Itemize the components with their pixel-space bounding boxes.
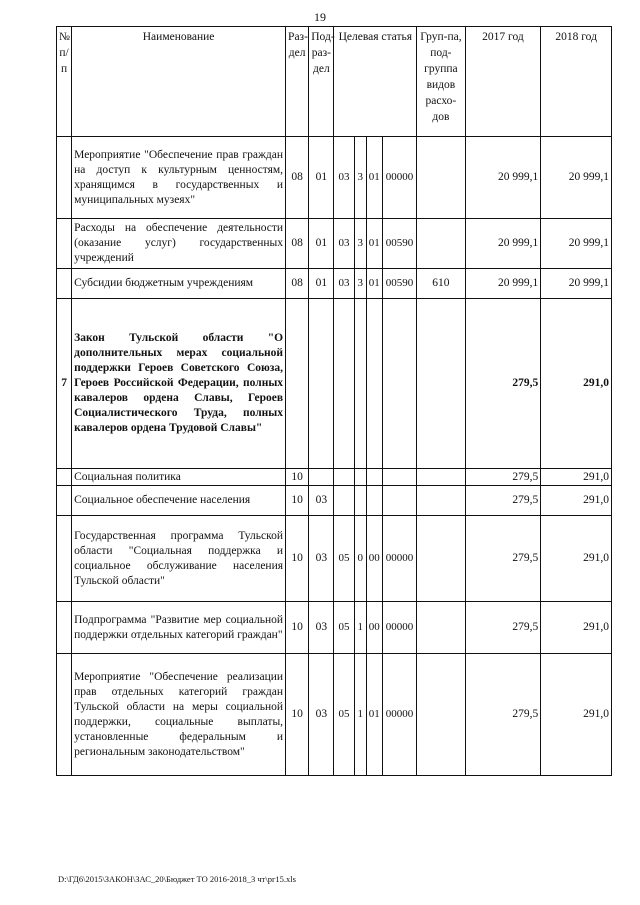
row-group <box>417 486 465 516</box>
row-subsection: 03 <box>309 602 334 654</box>
row-target-subprogram <box>354 486 366 516</box>
row-name: Закон Тульской области "О дополнительных мерах социальной поддержки Героев Советского Союза, Героев Российской Федерации, полных кавалеров ордена Славы, Героев Социалистического Труда, полных кавалеров ордена Трудовой Славы" <box>72 299 286 469</box>
row-target-direction: 00000 <box>382 137 416 219</box>
row-amount-2017: 279,5 <box>465 654 541 776</box>
row-target-event <box>366 469 382 486</box>
row-group <box>417 516 465 602</box>
row-num <box>57 137 72 219</box>
row-num <box>57 516 72 602</box>
row-section: 10 <box>286 654 309 776</box>
row-target-program <box>334 299 354 469</box>
row-amount-2018: 291,0 <box>541 654 612 776</box>
row-num <box>57 269 72 299</box>
row-target-subprogram: 3 <box>354 137 366 219</box>
row-section <box>286 299 309 469</box>
header-num: № п/ п <box>57 27 72 137</box>
row-target-program: 05 <box>334 516 354 602</box>
row-name: Мероприятие "Обеспечение прав граждан на доступ к культурным ценностям, хранящимся в государственных и муниципальных музеях" <box>72 137 286 219</box>
row-group <box>417 469 465 486</box>
row-name: Подпрограмма "Развитие мер социальной поддержки отдельных категорий граждан" <box>72 602 286 654</box>
row-target-event: 00 <box>366 602 382 654</box>
table-row <box>57 654 612 776</box>
row-target-program: 05 <box>334 602 354 654</box>
row-target-subprogram: 0 <box>354 516 366 602</box>
row-subsection: 03 <box>309 654 334 776</box>
row-subsection: 03 <box>309 516 334 602</box>
row-target-direction: 00000 <box>382 516 416 602</box>
row-amount-2017: 279,5 <box>465 486 541 516</box>
row-target-direction <box>382 469 416 486</box>
row-num <box>57 654 72 776</box>
header-group: Груп-па, под-группа видов расхо-дов <box>417 27 465 137</box>
table-header-row <box>57 27 612 137</box>
row-group <box>417 602 465 654</box>
row-subsection: 01 <box>309 219 334 269</box>
table-row <box>57 269 612 299</box>
header-section: Раз-дел <box>286 27 309 137</box>
row-target-direction: 00000 <box>382 602 416 654</box>
row-section: 10 <box>286 516 309 602</box>
header-2017: 2017 год <box>465 27 541 137</box>
row-amount-2017: 279,5 <box>465 516 541 602</box>
row-name: Социальное обеспечение населения <box>72 486 286 516</box>
row-subsection: 01 <box>309 137 334 219</box>
row-name: Субсидии бюджетным учреждениям <box>72 269 286 299</box>
row-group <box>417 299 465 469</box>
row-section: 08 <box>286 137 309 219</box>
row-section: 10 <box>286 602 309 654</box>
row-section: 08 <box>286 269 309 299</box>
row-target-subprogram: 3 <box>354 269 366 299</box>
row-group <box>417 137 465 219</box>
row-amount-2018: 20 999,1 <box>541 219 612 269</box>
row-amount-2018: 20 999,1 <box>541 269 612 299</box>
row-subsection <box>309 299 334 469</box>
table-row <box>57 137 612 219</box>
row-num <box>57 219 72 269</box>
table-row <box>57 469 612 486</box>
row-subsection <box>309 469 334 486</box>
row-subsection: 03 <box>309 486 334 516</box>
row-amount-2018: 291,0 <box>541 486 612 516</box>
row-num <box>57 486 72 516</box>
row-amount-2018: 291,0 <box>541 602 612 654</box>
budget-table <box>56 26 612 776</box>
table-row <box>57 516 612 602</box>
row-group: 610 <box>417 269 465 299</box>
row-target-program: 03 <box>334 269 354 299</box>
row-section: 08 <box>286 219 309 269</box>
row-target-program: 05 <box>334 654 354 776</box>
row-amount-2017: 20 999,1 <box>465 269 541 299</box>
table-row <box>57 219 612 269</box>
row-section: 10 <box>286 486 309 516</box>
row-target-direction <box>382 486 416 516</box>
row-target-program <box>334 469 354 486</box>
row-name: Расходы на обеспечение деятельности (оказание услуг) государственных учреждений <box>72 219 286 269</box>
row-amount-2018: 291,0 <box>541 299 612 469</box>
row-target-event: 01 <box>366 269 382 299</box>
header-subsection: Под-раз-дел <box>309 27 334 137</box>
row-group <box>417 219 465 269</box>
header-name: Наименование <box>72 27 286 137</box>
row-target-event: 01 <box>366 654 382 776</box>
table-row <box>57 299 612 469</box>
table-row <box>57 486 612 516</box>
row-section: 10 <box>286 469 309 486</box>
row-amount-2018: 291,0 <box>541 469 612 486</box>
row-target-program: 03 <box>334 219 354 269</box>
header-target: Целевая статья <box>334 27 417 137</box>
row-amount-2018: 20 999,1 <box>541 137 612 219</box>
row-target-event: 01 <box>366 137 382 219</box>
row-target-subprogram <box>354 299 366 469</box>
row-group <box>417 654 465 776</box>
row-subsection: 01 <box>309 269 334 299</box>
row-name: Социальная политика <box>72 469 286 486</box>
header-2018: 2018 год <box>541 27 612 137</box>
row-target-subprogram: 1 <box>354 654 366 776</box>
row-target-event: 01 <box>366 219 382 269</box>
row-amount-2017: 279,5 <box>465 469 541 486</box>
row-num: 7 <box>57 299 72 469</box>
row-target-event <box>366 486 382 516</box>
row-amount-2017: 279,5 <box>465 602 541 654</box>
row-target-event: 00 <box>366 516 382 602</box>
row-target-direction <box>382 299 416 469</box>
row-target-direction: 00000 <box>382 654 416 776</box>
row-target-direction: 00590 <box>382 219 416 269</box>
row-num <box>57 602 72 654</box>
page-number: 19 <box>314 10 326 24</box>
file-path-footer: D:\ГД6\2015\ЗАКОН\ЗАС_20\Бюджет ТО 2016-2018_3 чт\рг15.xls <box>58 874 296 884</box>
row-amount-2017: 20 999,1 <box>465 219 541 269</box>
row-amount-2017: 20 999,1 <box>465 137 541 219</box>
row-name: Мероприятие "Обеспечение реализации прав отдельных категорий граждан Тульской области на меры социальной поддержки, социальные выплаты, установленные федеральным и региональным законодательством" <box>72 654 286 776</box>
row-amount-2017: 279,5 <box>465 299 541 469</box>
row-num <box>57 469 72 486</box>
row-amount-2018: 291,0 <box>541 516 612 602</box>
row-target-program <box>334 486 354 516</box>
row-target-program: 03 <box>334 137 354 219</box>
row-target-subprogram: 1 <box>354 602 366 654</box>
row-target-subprogram: 3 <box>354 219 366 269</box>
row-name: Государственная программа Тульской области "Социальная поддержка и социальное обслуживание населения Тульской области" <box>72 516 286 602</box>
table-row <box>57 602 612 654</box>
row-target-direction: 00590 <box>382 269 416 299</box>
row-target-event <box>366 299 382 469</box>
row-target-subprogram <box>354 469 366 486</box>
